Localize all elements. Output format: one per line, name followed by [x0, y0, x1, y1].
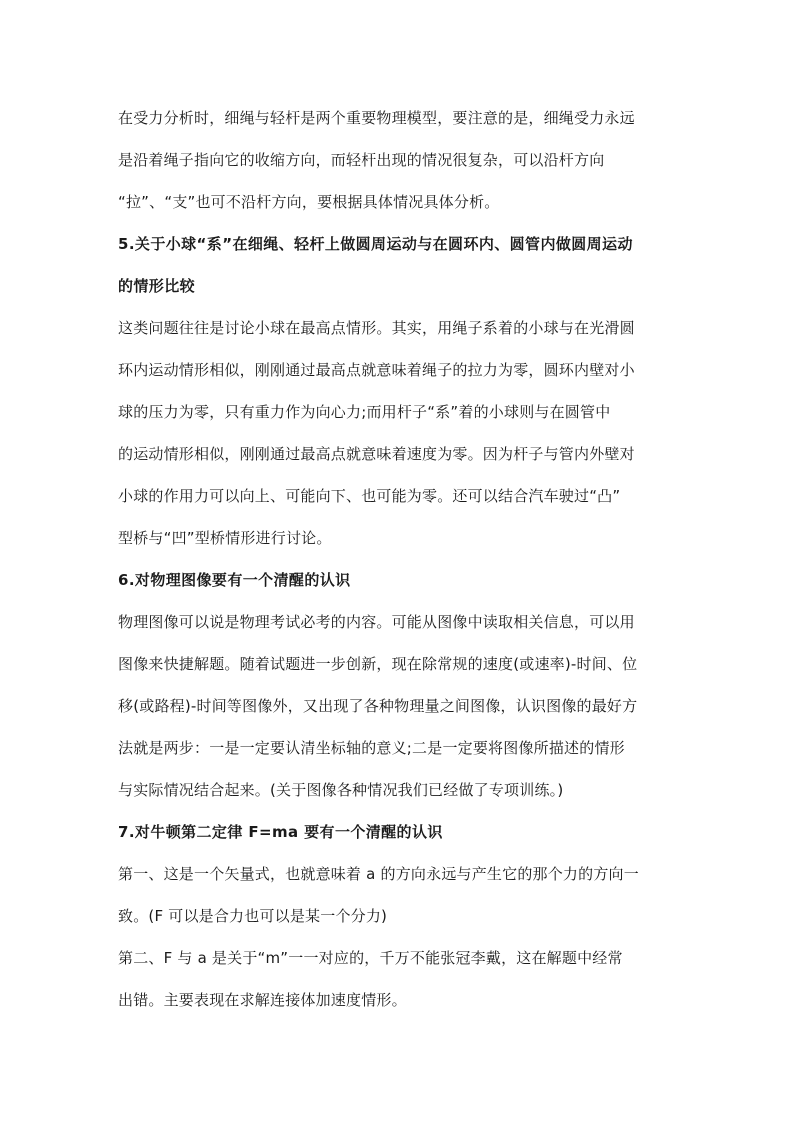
paragraph-line: 型桥与“凹”型桥情形进行讨论。: [118, 529, 332, 547]
section-heading: 6.对物理图像要有一个清醒的认识: [118, 571, 351, 589]
paragraph-line: 在受力分析时，细绳与轻杆是两个重要物理模型，要注意的是，细绳受力永远: [118, 109, 635, 127]
paragraph-line: 法就是两步：一是一定要认清坐标轴的意义;二是一定要将图像所描述的情形: [118, 739, 625, 757]
paragraph-line: 图像来快捷解题。随着试题进一步创新，现在除常规的速度(或速率)-时间、位: [118, 655, 638, 673]
paragraph-line: 物理图像可以说是物理考试必考的内容。可能从图像中读取相关信息，可以用: [118, 613, 635, 631]
paragraph-line: “拉”、“支”也可不沿杆方向，要根据具体情况具体分析。: [118, 193, 500, 211]
paragraph-line: 小球的作用力可以向上、可能向下、也可能为零。还可以结合汽车驶过“凸”: [118, 487, 621, 505]
paragraph-line: 环内运动情形相似，刚刚通过最高点就意味着绳子的拉力为零，圆环内壁对小: [118, 361, 635, 379]
paragraph-line: 是沿着绳子指向它的收缩方向，而轻杆出现的情况很复杂，可以沿杆方向: [118, 151, 605, 169]
paragraph-line: 移(或路程)-时间等图像外，又出现了各种物理量之间图像，认识图像的最好方: [118, 697, 638, 715]
paragraph-line: 致。(F 可以是合力也可以是某一个分力): [118, 907, 388, 925]
paragraph-line: 与实际情况结合起来。(关于图像各种情况我们已经做了专项训练。): [118, 781, 564, 799]
paragraph-line: 第二、F 与 a 是关于“m”一一对应的，千万不能张冠李戴，这在解题中经常: [118, 949, 623, 967]
section-heading: 5.关于小球“系”在细绳、轻杆上做圆周运动与在圆环内、圆管内做圆周运动: [118, 235, 633, 253]
paragraph-line: 球的压力为零，只有重力作为向心力;而用杆子“系”着的小球则与在圆管中: [118, 403, 611, 421]
paragraph-line: 第一、这是一个矢量式，也就意味着 a 的方向永远与产生它的那个力的方向一: [118, 865, 639, 883]
section-heading: 的情形比较: [118, 277, 196, 295]
section-heading: 7.对牛顿第二定律 F=ma 要有一个清醒的认识: [118, 823, 443, 841]
paragraph-line: 的运动情形相似，刚刚通过最高点就意味着速度为零。因为杆子与管内外壁对: [118, 445, 635, 463]
paragraph-line: 出错。主要表现在求解连接体加速度情形。: [118, 991, 407, 1009]
paragraph-line: 这类问题往往是讨论小球在最高点情形。其实，用绳子系着的小球与在光滑圆: [118, 319, 635, 337]
